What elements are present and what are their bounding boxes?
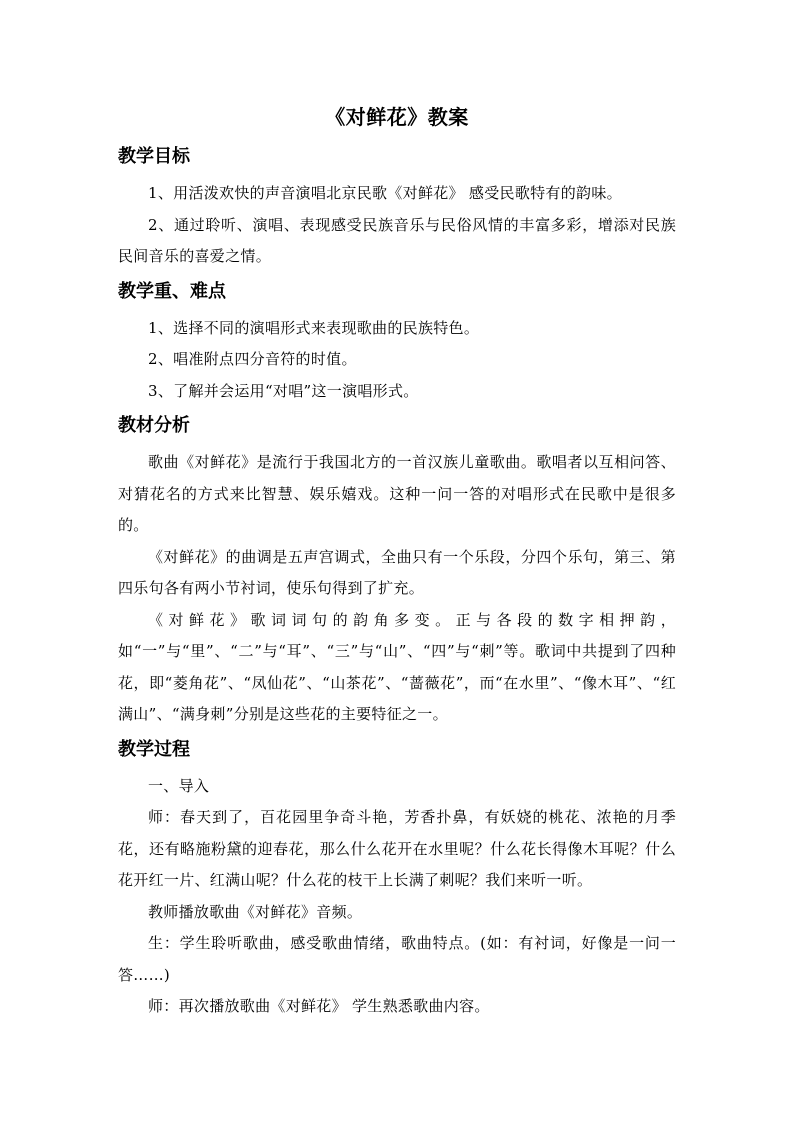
paragraph: 一、导入 xyxy=(148,776,210,795)
section-key-points xyxy=(118,277,676,408)
document-title: 《对鲜花》教案 xyxy=(325,105,469,129)
paragraph: 1、选择不同的演唱形式来表现歌曲的民族特色。 xyxy=(148,318,480,337)
paragraph: 3、了解并会运用“对唱”这一演唱形式。 xyxy=(148,381,419,400)
paragraph: 1、用活泼欢快的声音演唱北京民歌《对鲜花》 感受民歌特有的韵味。 xyxy=(148,184,622,202)
section-heading: 教材分析 xyxy=(118,415,190,436)
section-material-analysis xyxy=(118,411,676,731)
paragraph: 《对鲜花》的曲调是五声宫调式，全曲只有一个乐段，分四个乐句，第三、第四乐句各有两小节衬词，使乐句得到了扩充。 xyxy=(118,547,676,597)
paragraph: 《对鲜花》歌词词句的韵角多变。正与各段的数字相押韵，如“一”与“里”、“二”与“耳”、“三”与“山”、“四”与“刺”等。歌词中共提到了四种花，即“菱角花”、“凤仙花”、“山茶花”、“蔷薇花”，而“在水里”、“像木耳”、“红满山”、“满身刺”分别是这些花的主要特征之一。 xyxy=(118,610,676,723)
paragraph: 教师播放歌曲《对鲜花》音频。 xyxy=(148,902,363,921)
paragraph: 师：春天到了，百花园里争奇斗艳，芳香扑鼻，有妖娆的桃花、浓艳的月季花，还有略施粉黛的迎春花，那么什么花开在水里呢？什么花长得像木耳呢？什么花开红一片、红满山呢？什么花的枝干上长满了刺呢？我们来听一听。 xyxy=(118,808,676,889)
paragraph: 2、通过聆听、演唱、表现感受民族音乐与民俗风情的丰富多彩，增添对民族民间音乐的喜爱之情。 xyxy=(118,215,676,265)
paragraph: 歌曲《对鲜花》是流行于我国北方的一首汉族儿童歌曲。歌唱者以互相问答、对猜花名的方式来比智慧、娱乐嬉戏。这种一问一答的对唱形式在民歌中是很多的。 xyxy=(118,453,676,534)
section-heading: 教学重、难点 xyxy=(118,280,226,302)
paragraph: 生：学生聆听歌曲，感受歌曲情绪，歌曲特点。(如：有衬词，好像是一问一答……) xyxy=(118,934,676,984)
paragraph: 2、唱准附点四分音符的时值。 xyxy=(148,350,357,368)
paragraph: 师：再次播放歌曲《对鲜花》 学生熟悉歌曲内容。 xyxy=(148,997,490,1015)
section-heading: 教学目标 xyxy=(118,146,190,167)
section-heading: 教学过程 xyxy=(118,738,190,760)
document-page xyxy=(118,100,676,1027)
section-teaching-goals xyxy=(118,142,676,273)
section-teaching-process xyxy=(118,735,676,1023)
